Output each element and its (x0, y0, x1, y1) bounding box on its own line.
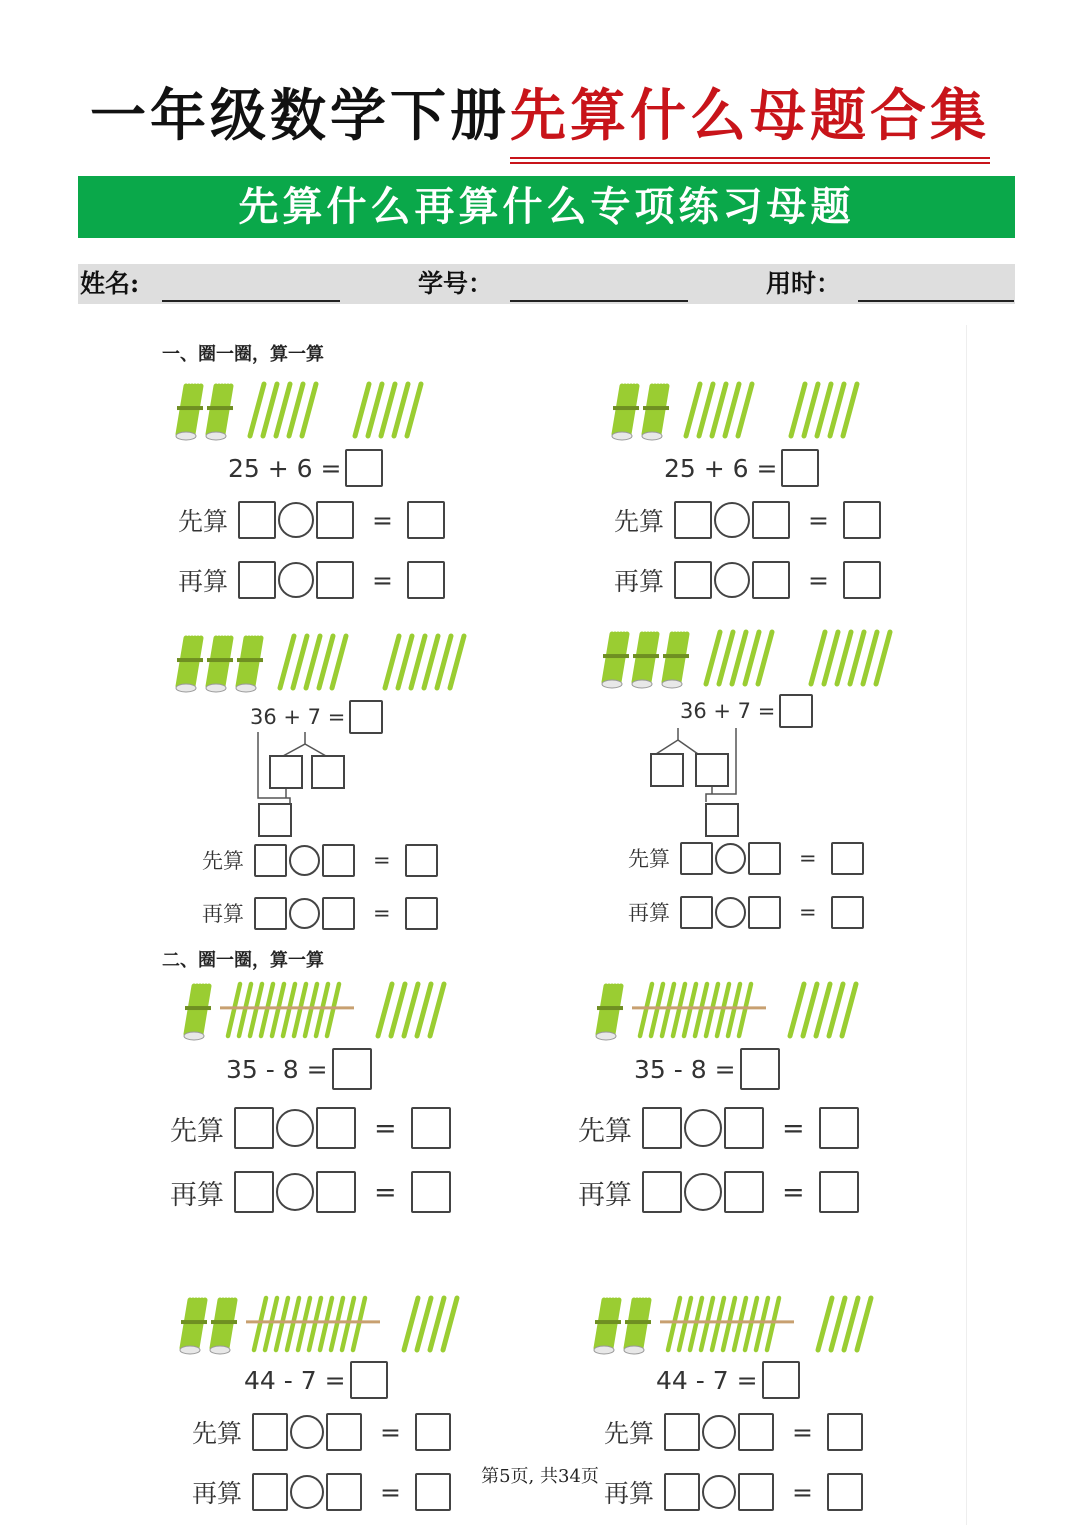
loose-stick (844, 1298, 858, 1350)
loose-stick (790, 984, 804, 1036)
loose-stick (385, 636, 399, 688)
result-box[interactable] (843, 561, 881, 599)
loose-stick (355, 384, 369, 436)
loose-stick (818, 1298, 832, 1350)
loose-stick (302, 384, 316, 436)
section-title: 二、圈一圈，算一算 (162, 950, 324, 971)
answer-box[interactable] (762, 1361, 800, 1399)
operand-box[interactable] (680, 842, 713, 875)
operand-box[interactable] (752, 501, 790, 539)
result-box[interactable] (405, 897, 438, 930)
first-step-row (202, 842, 438, 878)
equals-sign: = (782, 1112, 805, 1144)
stick-ten-group (220, 984, 354, 1036)
split-box-ones[interactable] (696, 754, 728, 786)
operand-box[interactable] (234, 1107, 274, 1149)
result-box[interactable] (415, 1413, 451, 1451)
operand-box[interactable] (680, 896, 713, 929)
operand-box[interactable] (238, 561, 276, 599)
operand-box[interactable] (234, 1171, 274, 1213)
result-box[interactable] (407, 561, 445, 599)
first-step-label: 先算 (614, 507, 665, 536)
operator-circle[interactable] (290, 1415, 324, 1449)
loose-stick (837, 632, 851, 684)
operand-box[interactable] (748, 896, 781, 929)
name-blank[interactable] (162, 300, 340, 302)
equation-text: 36 + 7 = (680, 699, 776, 723)
loose-stick (417, 984, 431, 1036)
operand-box[interactable] (238, 501, 276, 539)
operator-circle[interactable] (276, 1109, 314, 1147)
operand-box[interactable] (322, 844, 355, 877)
equation (664, 448, 819, 488)
first-step-row (604, 1412, 863, 1452)
result-box[interactable] (407, 501, 445, 539)
second-step-label: 再算 (614, 567, 665, 596)
loose-stick (732, 632, 746, 684)
operand-box[interactable] (752, 561, 790, 599)
first-step-label: 先算 (170, 1115, 224, 1147)
operator-circle[interactable] (714, 502, 750, 538)
result-box[interactable] (819, 1171, 859, 1213)
loose-stick (293, 636, 307, 688)
page-number: 第5页, 共34页 (481, 1466, 599, 1487)
result-box[interactable] (411, 1107, 451, 1149)
operator-circle[interactable] (684, 1109, 722, 1147)
stick-bundle (632, 634, 659, 688)
equals-sign: = (782, 1176, 805, 1208)
operator-circle[interactable] (715, 897, 746, 928)
page-margin-line (966, 325, 967, 1525)
stick-bundle (594, 1300, 621, 1354)
equation-text: 25 + 6 = (228, 453, 342, 483)
second-step-row (578, 1170, 859, 1214)
equation-text: 44 - 7 = (656, 1365, 758, 1395)
split-box-tens[interactable] (651, 754, 683, 786)
stick-bundle (612, 386, 639, 440)
operator-circle[interactable] (276, 1173, 314, 1211)
name-label: 姓名: (80, 269, 140, 298)
loose-stick (430, 1298, 444, 1350)
operand-box[interactable] (674, 561, 712, 599)
split-box-tens[interactable] (270, 756, 302, 788)
operand-box[interactable] (642, 1171, 682, 1213)
split-box-ones[interactable] (312, 756, 344, 788)
counting-sticks-figure (176, 1294, 476, 1356)
equation (634, 1048, 780, 1090)
equals-sign: = (799, 900, 817, 924)
stick-bundle (180, 1300, 207, 1354)
stick-bundle (176, 638, 203, 692)
loose-stick (394, 384, 408, 436)
equation (226, 1048, 372, 1090)
counting-sticks-figure (592, 980, 892, 1042)
loose-stick (803, 984, 817, 1036)
loose-stick (831, 1298, 845, 1350)
loose-stick (404, 984, 418, 1036)
title-highlight: 先算什么母题合集 (510, 78, 990, 154)
student-info-bar (78, 264, 1015, 304)
operand-box[interactable] (724, 1171, 764, 1213)
loose-stick (437, 636, 451, 688)
decomposition-diagram (250, 726, 360, 838)
loose-stick (391, 984, 405, 1036)
operand-box[interactable] (322, 897, 355, 930)
loose-stick (332, 636, 346, 688)
operator-circle[interactable] (289, 898, 320, 929)
stick-bundle (206, 386, 233, 440)
equals-sign: = (808, 505, 829, 535)
operator-circle[interactable] (684, 1173, 722, 1211)
stick-bundle (624, 1300, 651, 1354)
loose-stick (398, 636, 412, 688)
result-box[interactable] (827, 1413, 863, 1451)
equation-text: 25 + 6 = (664, 453, 778, 483)
second-step-row (178, 560, 445, 600)
loose-stick (706, 632, 720, 684)
operand-box[interactable] (254, 897, 287, 930)
operand-box[interactable] (316, 1171, 356, 1213)
equation (244, 1360, 388, 1400)
loose-stick (699, 384, 713, 436)
loose-stick (443, 1298, 457, 1350)
stick-bundle (642, 386, 669, 440)
loose-stick (725, 384, 739, 436)
loose-stick (424, 636, 438, 688)
loose-stick (843, 384, 857, 436)
answer-box[interactable] (779, 694, 813, 728)
loose-stick (276, 384, 290, 436)
operator-circle[interactable] (289, 845, 320, 876)
stick-bundle (184, 986, 211, 1040)
loose-stick (411, 636, 425, 688)
equation (656, 1360, 800, 1400)
result-box[interactable] (831, 896, 864, 929)
operand-box[interactable] (316, 1107, 356, 1149)
operand-box[interactable] (252, 1413, 288, 1451)
answer-box[interactable] (781, 449, 819, 487)
loose-stick (686, 384, 700, 436)
equals-sign: = (374, 1112, 397, 1144)
second-step-row (202, 895, 438, 931)
operator-circle[interactable] (278, 502, 314, 538)
first-step-row (578, 1106, 859, 1150)
equation (228, 448, 383, 488)
answer-box[interactable] (350, 1361, 388, 1399)
loose-stick (745, 632, 759, 684)
loose-stick (289, 384, 303, 436)
equals-sign: = (372, 565, 393, 595)
second-step-label: 再算 (578, 1179, 632, 1211)
loose-stick (417, 1298, 431, 1350)
second-step-label: 再算 (192, 1479, 243, 1508)
loose-stick (250, 384, 264, 436)
subtitle-banner: 先算什么再算什么专项练习母题 (78, 176, 1015, 238)
loose-stick (824, 632, 838, 684)
title-main: 一年级数学下册 (90, 83, 510, 149)
loose-stick (842, 984, 856, 1036)
loose-stick (804, 384, 818, 436)
operator-circle[interactable] (715, 843, 746, 874)
equals-sign: = (373, 848, 391, 872)
first-step-label: 先算 (178, 507, 229, 536)
first-step-row (628, 840, 864, 876)
loose-stick (876, 632, 890, 684)
sum-box[interactable] (259, 804, 291, 836)
equals-sign: = (792, 1477, 813, 1507)
loose-stick (738, 384, 752, 436)
second-step-row (614, 560, 881, 600)
stick-bundle (602, 634, 629, 688)
loose-stick (263, 384, 277, 436)
stick-bundle (210, 1300, 237, 1354)
loose-stick (404, 1298, 418, 1350)
first-step-row (178, 500, 445, 540)
second-step-label: 再算 (604, 1479, 655, 1508)
counting-sticks-figure (590, 1294, 890, 1356)
first-step-row (192, 1412, 451, 1452)
equals-sign: = (380, 1417, 401, 1447)
operand-box[interactable] (326, 1413, 362, 1451)
time-label: 用时： (766, 269, 842, 298)
first-step-label: 先算 (628, 847, 670, 871)
loose-stick (378, 984, 392, 1036)
result-box[interactable] (819, 1107, 859, 1149)
student-number-blank[interactable] (510, 300, 688, 302)
loose-stick (319, 636, 333, 688)
decomposition-diagram (646, 722, 756, 840)
loose-stick (280, 636, 294, 688)
equals-sign: = (372, 505, 393, 535)
answer-box[interactable] (740, 1048, 780, 1090)
stick-bundle (236, 638, 263, 692)
operand-box[interactable] (738, 1413, 774, 1451)
counting-sticks-figure (180, 980, 480, 1042)
first-step-row (170, 1106, 451, 1150)
stick-bundle (662, 634, 689, 688)
equation-text: 35 - 8 = (634, 1054, 736, 1084)
result-box[interactable] (411, 1171, 451, 1213)
operand-box[interactable] (664, 1413, 700, 1451)
loose-stick (407, 384, 421, 436)
page-title (0, 78, 1080, 154)
time-blank[interactable] (858, 300, 1014, 302)
equals-sign: = (792, 1417, 813, 1447)
equals-sign: = (373, 901, 391, 925)
first-step-label: 先算 (202, 849, 244, 873)
loose-stick (368, 384, 382, 436)
sum-box[interactable] (706, 804, 738, 836)
operand-box[interactable] (316, 501, 354, 539)
loose-stick (857, 1298, 871, 1350)
loose-stick (817, 384, 831, 436)
stick-ten-group (632, 984, 766, 1036)
counting-sticks-figure (608, 380, 908, 442)
answer-box[interactable] (332, 1048, 372, 1090)
second-step-label: 再算 (628, 901, 670, 925)
first-step-row (614, 500, 881, 540)
stick-bundle (596, 986, 623, 1040)
loose-stick (719, 632, 733, 684)
equals-sign: = (380, 1477, 401, 1507)
second-step-label: 再算 (170, 1179, 224, 1211)
operator-circle[interactable] (714, 562, 750, 598)
loose-stick (381, 384, 395, 436)
loose-stick (712, 384, 726, 436)
second-step-row (170, 1170, 451, 1214)
equals-sign: = (799, 846, 817, 870)
counting-sticks-figure (172, 632, 472, 694)
first-step-label: 先算 (578, 1115, 632, 1147)
stick-ten-group (246, 1298, 380, 1350)
equation-text: 44 - 7 = (244, 1365, 346, 1395)
loose-stick (306, 636, 320, 688)
loose-stick (811, 632, 825, 684)
equation-text: 36 + 7 = (250, 705, 346, 729)
second-step-row (628, 894, 864, 930)
operand-box[interactable] (748, 842, 781, 875)
loose-stick (829, 984, 843, 1036)
stick-ten-group (660, 1298, 794, 1350)
loose-stick (816, 984, 830, 1036)
loose-stick (758, 632, 772, 684)
section-title: 一、圈一圈，算一算 (162, 344, 324, 365)
student-number-label: 学号： (418, 269, 494, 298)
loose-stick (791, 384, 805, 436)
operator-circle[interactable] (702, 1415, 736, 1449)
counting-sticks-figure (598, 628, 898, 690)
operator-circle[interactable] (278, 562, 314, 598)
stick-bundle (206, 638, 233, 692)
loose-stick (850, 632, 864, 684)
counting-sticks-figure (172, 380, 472, 442)
first-step-label: 先算 (192, 1419, 243, 1448)
operand-box[interactable] (254, 844, 287, 877)
loose-stick (450, 636, 464, 688)
operand-box[interactable] (316, 561, 354, 599)
operand-box[interactable] (642, 1107, 682, 1149)
second-step-label: 再算 (202, 902, 244, 926)
loose-stick (430, 984, 444, 1036)
first-step-label: 先算 (604, 1419, 655, 1448)
answer-box[interactable] (345, 449, 383, 487)
operand-box[interactable] (674, 501, 712, 539)
result-box[interactable] (843, 501, 881, 539)
result-box[interactable] (405, 844, 438, 877)
second-step-label: 再算 (178, 567, 229, 596)
equation-text: 35 - 8 = (226, 1054, 328, 1084)
loose-stick (830, 384, 844, 436)
equals-sign: = (808, 565, 829, 595)
operand-box[interactable] (724, 1107, 764, 1149)
stick-bundle (176, 386, 203, 440)
loose-stick (863, 632, 877, 684)
equals-sign: = (374, 1176, 397, 1208)
result-box[interactable] (831, 842, 864, 875)
